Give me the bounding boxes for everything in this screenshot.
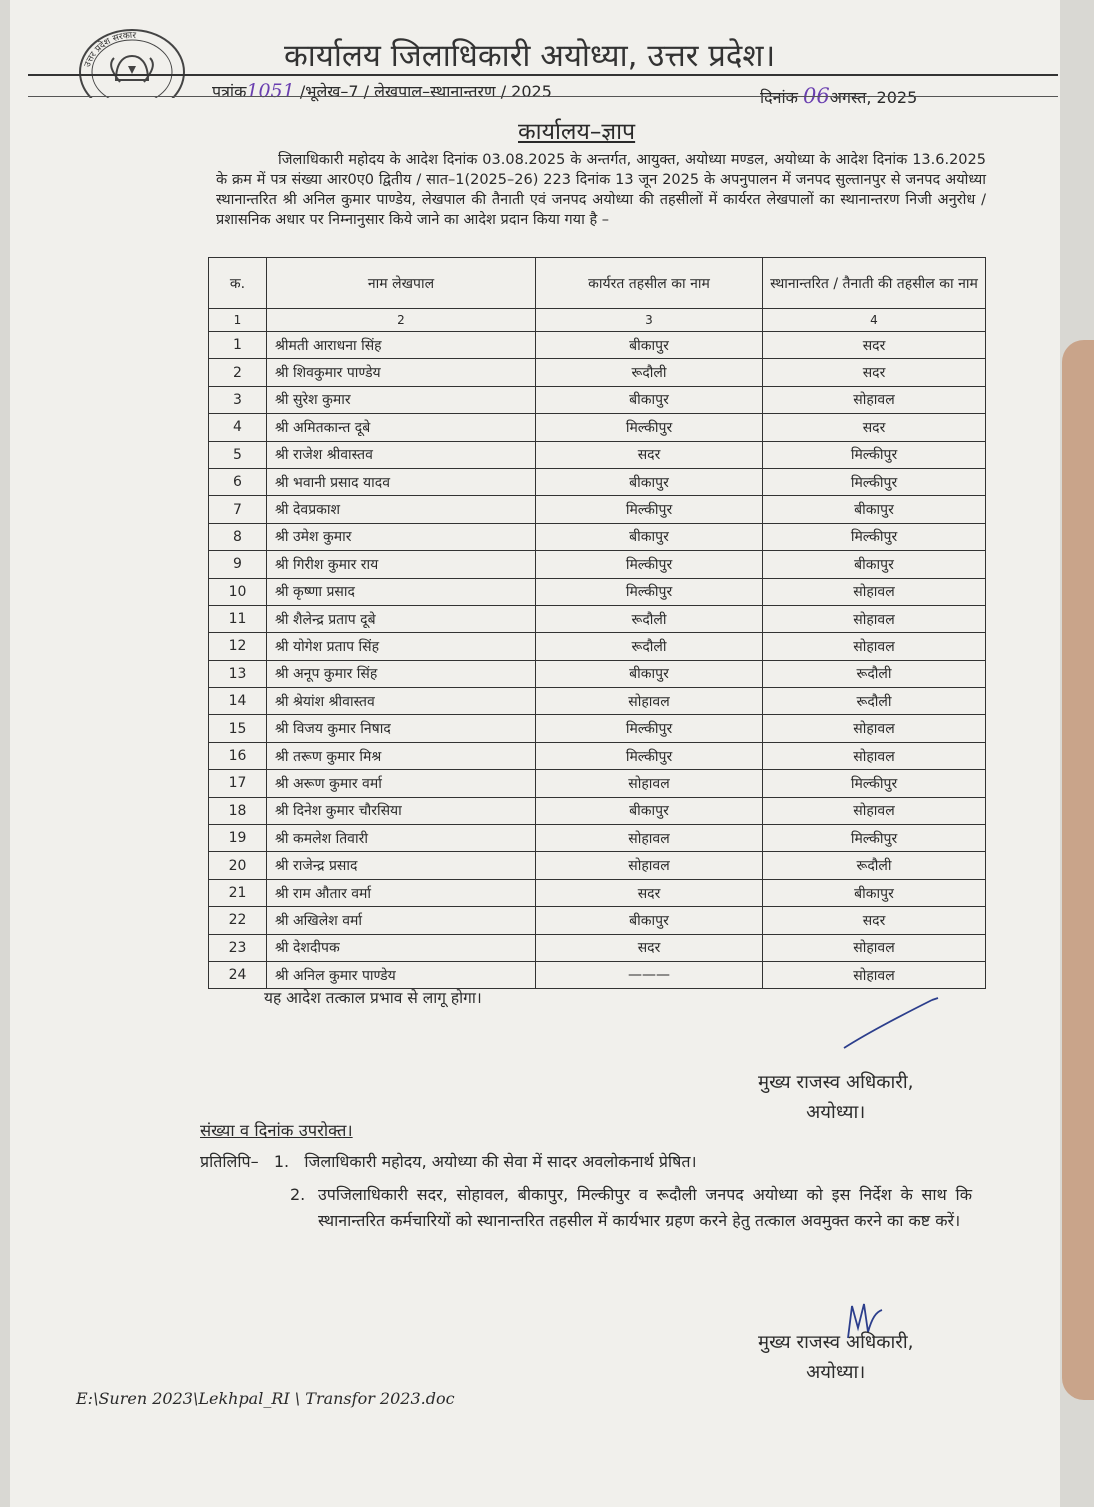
current-tehsil-cell: सोहावल [536, 825, 763, 852]
new-tehsil-cell: मिल्कीपुर [763, 523, 986, 550]
serial-cell: 13 [209, 660, 267, 687]
transfer-table [208, 257, 986, 989]
serial-cell: 22 [209, 907, 267, 934]
signatory-block-1 [758, 1068, 914, 1128]
new-tehsil-cell: मिल्कीपुर [763, 825, 986, 852]
serial-cell: 9 [209, 551, 267, 578]
ref-prefix: पत्रांक [212, 82, 247, 101]
header-rule [28, 74, 1058, 76]
name-cell: श्री कमलेश तिवारी [267, 825, 536, 852]
table-index-row [209, 309, 986, 332]
table-row [209, 386, 986, 413]
table-header-row [209, 258, 986, 309]
table-row [209, 332, 986, 359]
current-tehsil-cell: मिल्कीपुर [536, 414, 763, 441]
name-cell: श्री भवानी प्रसाद यादव [267, 468, 536, 495]
serial-cell: 17 [209, 770, 267, 797]
current-tehsil-cell: बीकापुर [536, 797, 763, 824]
table-row [209, 605, 986, 632]
office-title: कार्यालय जिलाधिकारी अयोध्या, उत्तर प्रदेश। [284, 38, 776, 74]
index-cell: 2 [267, 309, 536, 332]
serial-cell: 3 [209, 386, 267, 413]
current-tehsil-cell: रूदौली [536, 633, 763, 660]
index-cell: 4 [763, 309, 986, 332]
current-tehsil-cell: ——— [536, 961, 763, 988]
current-tehsil-cell: बीकापुर [536, 660, 763, 687]
name-cell: श्री अनूप कुमार सिंह [267, 660, 536, 687]
serial-cell: 20 [209, 852, 267, 879]
current-tehsil-cell: बीकापुर [536, 332, 763, 359]
new-tehsil-cell: सदर [763, 414, 986, 441]
file-path: E:\Suren 2023\Lekhpal_RI \ Transfor 2023.doc [76, 1389, 455, 1408]
name-cell: श्री शैलेन्द्र प्रताप दूबे [267, 605, 536, 632]
new-tehsil-cell: सोहावल [763, 797, 986, 824]
new-tehsil-cell: बीकापुर [763, 879, 986, 906]
serial-cell: 23 [209, 934, 267, 961]
new-tehsil-cell: सदर [763, 332, 986, 359]
name-cell: श्री राजेन्द्र प्रसाद [267, 852, 536, 879]
new-tehsil-cell: सोहावल [763, 715, 986, 742]
emblem-text: उत्तर प्रदेश सरकार [82, 30, 137, 69]
table-row [209, 551, 986, 578]
serial-cell: 6 [209, 468, 267, 495]
new-tehsil-cell: मिल्कीपुर [763, 770, 986, 797]
name-cell: श्री शिवकुमार पाण्डेय [267, 359, 536, 386]
current-tehsil-cell: रूदौली [536, 605, 763, 632]
serial-cell: 15 [209, 715, 267, 742]
name-cell: श्री गिरीश कुमार राय [267, 551, 536, 578]
current-tehsil-cell: बीकापुर [536, 523, 763, 550]
signatory-place: अयोध्या। [806, 1102, 866, 1123]
table-row [209, 879, 986, 906]
copy-label: प्रतिलिपि– [200, 1152, 259, 1171]
name-cell: श्री विजय कुमार निषाद [267, 715, 536, 742]
thumb [1062, 340, 1094, 1400]
new-tehsil-cell: रूदौली [763, 660, 986, 687]
serial-cell: 2 [209, 359, 267, 386]
current-tehsil-cell: रूदौली [536, 359, 763, 386]
name-cell: श्री श्रेयांश श्रीवास्तव [267, 688, 536, 715]
name-cell: श्री अनिल कुमार पाण्डेय [267, 961, 536, 988]
up-government-emblem [72, 22, 190, 98]
serial-cell: 21 [209, 879, 267, 906]
body-paragraph: जिलाधिकारी महोदय के आदेश दिनांक 03.08.2025 के अन्तर्गत, आयुक्त, अयोध्या मण्डल, अयोध्या के आदेश दिनांक 13.6.2025 के क्रम में पत्र संख्या आर0ए0 द्वितीय / सात–1(2025–26) 223 दिनांक 13 जून 2025 के अपनुपालन में जनपद सुल्तानपुर से जनपद अयोध्या स्थानान्तरित श्री अनिल कुमार पाण्डेय, लेखपाल की तैनाती एवं जनपद अयोध्या की तहसीलों में कार्यरत लेखपालों का स्थानान्तरण निजी अनुरोध / प्रशासनिक अधार पर निम्नानुसार किये जाने का आदेश प्रदान किया गया है – [216, 152, 986, 228]
serial-cell: 11 [209, 605, 267, 632]
new-tehsil-cell: मिल्कीपुर [763, 468, 986, 495]
table-row [209, 742, 986, 769]
new-tehsil-cell: सोहावल [763, 934, 986, 961]
svg-text:उत्तर प्रदेश सरकार [83, 31, 137, 69]
table-row [209, 907, 986, 934]
table-row [209, 633, 986, 660]
new-tehsil-cell: मिल्कीपुर [763, 441, 986, 468]
signatory-title: मुख्य राजस्व अधिकारी, [758, 1072, 914, 1093]
name-cell: श्री उमेश कुमार [267, 523, 536, 550]
table-row [209, 468, 986, 495]
copy-item-text: जिलाधिकारी महोदय, अयोध्या की सेवा में सादर अवलोकनार्थ प्रेषित। [304, 1152, 697, 1171]
current-tehsil-cell: मिल्कीपुर [536, 496, 763, 523]
date-day: 06 [803, 84, 830, 108]
table-row [209, 934, 986, 961]
current-tehsil-cell: सदर [536, 934, 763, 961]
serial-cell: 14 [209, 688, 267, 715]
current-tehsil-cell: सोहावल [536, 688, 763, 715]
table-row [209, 359, 986, 386]
effect-note: यह आदेश तत्काल प्रभाव से लागू होगा। [264, 989, 482, 1007]
signatory-block-2 [758, 1328, 914, 1388]
new-tehsil-cell: सोहावल [763, 605, 986, 632]
table-row [209, 715, 986, 742]
copy-item-1 [200, 1150, 697, 1172]
new-tehsil-cell: सोहावल [763, 961, 986, 988]
serial-cell: 10 [209, 578, 267, 605]
serial-cell: 7 [209, 496, 267, 523]
header-current-tehsil: कार्यरत तहसील का नाम [536, 258, 763, 309]
table-row [209, 688, 986, 715]
name-cell: श्री कृष्णा प्रसाद [267, 578, 536, 605]
signature-1 [836, 992, 946, 1052]
new-tehsil-cell: सोहावल [763, 386, 986, 413]
serial-cell: 1 [209, 332, 267, 359]
document-heading: कार्यालय–ज्ञाप [518, 119, 636, 145]
current-tehsil-cell: सदर [536, 441, 763, 468]
current-tehsil-cell: मिल्कीपुर [536, 715, 763, 742]
copy-item-2 [290, 1182, 972, 1234]
current-tehsil-cell: मिल्कीपुर [536, 551, 763, 578]
header-new-tehsil: स्थानान्तरित / तैनाती की तहसील का नाम [763, 258, 986, 309]
current-tehsil-cell: मिल्कीपुर [536, 578, 763, 605]
serial-cell: 24 [209, 961, 267, 988]
date-suffix: अगस्त, 2025 [829, 88, 918, 107]
signatory-title: मुख्य राजस्व अधिकारी, [758, 1332, 914, 1353]
current-tehsil-cell: सदर [536, 879, 763, 906]
header-rule-lower [28, 96, 1058, 97]
name-cell: श्री राम औतार वर्मा [267, 879, 536, 906]
sankhya-note: संख्या व दिनांक उपरोक्त। [200, 1121, 353, 1140]
new-tehsil-cell: रूदौली [763, 852, 986, 879]
signatory-place: अयोध्या। [806, 1362, 866, 1383]
ref-number: 1051 [246, 80, 295, 102]
name-cell: श्री देशदीपक [267, 934, 536, 961]
table-row [209, 578, 986, 605]
new-tehsil-cell: रूदौली [763, 688, 986, 715]
new-tehsil-cell: बीकापुर [763, 496, 986, 523]
table-row [209, 797, 986, 824]
current-tehsil-cell: मिल्कीपुर [536, 742, 763, 769]
header-name: नाम लेखपाल [267, 258, 536, 309]
new-tehsil-cell: सदर [763, 907, 986, 934]
name-cell: श्रीमती आराधना सिंह [267, 332, 536, 359]
new-tehsil-cell: सोहावल [763, 742, 986, 769]
name-cell: श्री योगेश प्रताप सिंह [267, 633, 536, 660]
table-row [209, 441, 986, 468]
table-row [209, 660, 986, 687]
date-prefix: दिनांक [760, 88, 798, 107]
new-tehsil-cell: सोहावल [763, 633, 986, 660]
serial-cell: 12 [209, 633, 267, 660]
current-tehsil-cell: बीकापुर [536, 907, 763, 934]
table-row [209, 961, 986, 988]
new-tehsil-cell: बीकापुर [763, 551, 986, 578]
name-cell: श्री सुरेश कुमार [267, 386, 536, 413]
serial-cell: 18 [209, 797, 267, 824]
current-tehsil-cell: बीकापुर [536, 468, 763, 495]
copy-item-number: 2. [290, 1185, 306, 1204]
table-row [209, 852, 986, 879]
index-cell: 1 [209, 309, 267, 332]
name-cell: श्री राजेश श्रीवास्तव [267, 441, 536, 468]
header-serial: क. [209, 258, 267, 309]
table-row [209, 825, 986, 852]
copy-item-number: 1. [273, 1152, 290, 1171]
current-tehsil-cell: सोहावल [536, 852, 763, 879]
new-tehsil-cell: सोहावल [763, 578, 986, 605]
reference-line [212, 80, 552, 102]
serial-cell: 16 [209, 742, 267, 769]
table-row [209, 523, 986, 550]
serial-cell: 8 [209, 523, 267, 550]
index-cell: 3 [536, 309, 763, 332]
name-cell: श्री तरूण कुमार मिश्र [267, 742, 536, 769]
serial-cell: 4 [209, 414, 267, 441]
serial-cell: 19 [209, 825, 267, 852]
current-tehsil-cell: सोहावल [536, 770, 763, 797]
ref-suffix: /भूलेख–7 / लेखपाल–स्थानान्तरण / 2025 [299, 82, 552, 101]
copy-item-text: उपजिलाधिकारी सदर, सोहावल, बीकापुर, मिल्कीपुर व रूदौली जनपद अयोध्या को इस निर्देश के साथ कि स्थानान्तरित कर्मचारियों को स्थानान्तरित तहसील में कार्यभार ग्रहण करने हेतु तत्काल अवमुक्त करने का कष्ट करें। [318, 1185, 972, 1230]
name-cell: श्री अमितकान्त दूबे [267, 414, 536, 441]
name-cell: श्री दिनेश कुमार चौरसिया [267, 797, 536, 824]
name-cell: श्री अखिलेश वर्मा [267, 907, 536, 934]
table-row [209, 414, 986, 441]
table-row [209, 496, 986, 523]
name-cell: श्री अरूण कुमार वर्मा [267, 770, 536, 797]
name-cell: श्री देवप्रकाश [267, 496, 536, 523]
current-tehsil-cell: बीकापुर [536, 386, 763, 413]
new-tehsil-cell: सदर [763, 359, 986, 386]
table-row [209, 770, 986, 797]
serial-cell: 5 [209, 441, 267, 468]
